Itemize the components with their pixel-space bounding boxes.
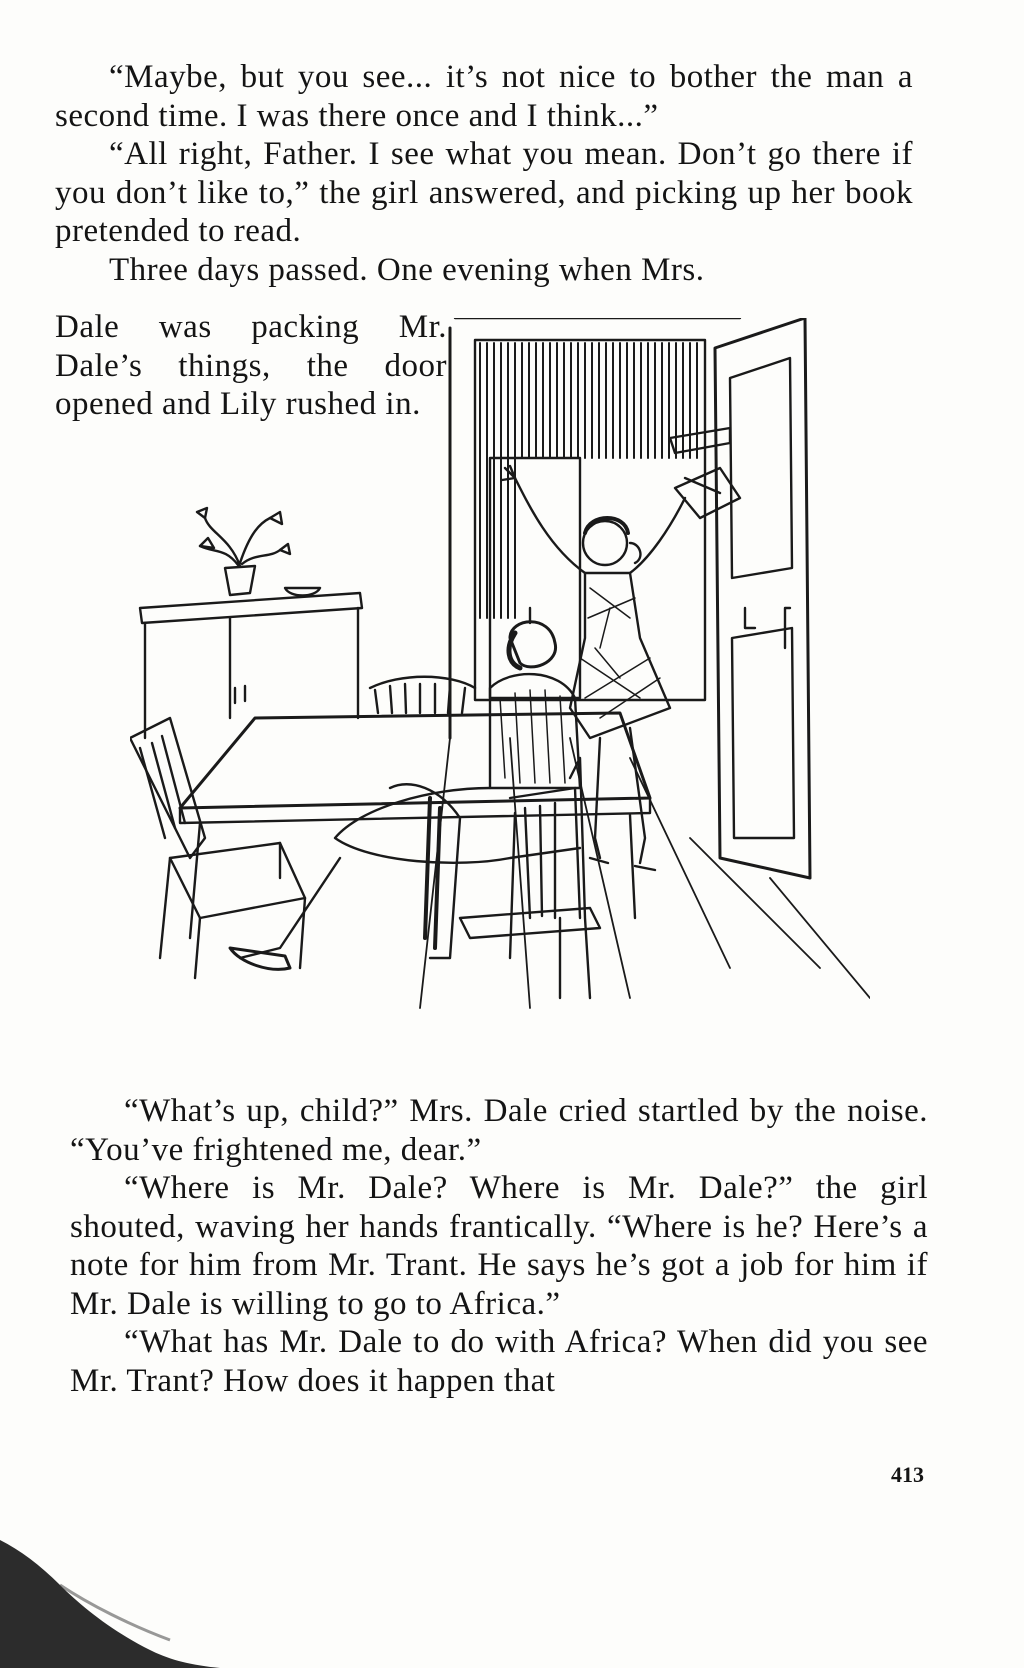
text-block-bottom [70, 1092, 928, 1400]
paragraph: “All right, Father. I see what you mean. Don’t go there if you don’t like to,” the girl answered, and picking up her book pretended to read. [55, 136, 913, 249]
paragraph: “Maybe, but you see... it’s not nice to bother the man a second time. I was there once and I think...” [55, 59, 913, 134]
scan-smudge-icon [0, 1510, 220, 1668]
text-block-top [55, 58, 913, 289]
paragraph: “What has Mr. Dale to do with Africa? When did you see Mr. Trant? How does it happen that [70, 1324, 928, 1399]
paragraph: “Where is Mr. Dale? Where is Mr. Dale?” the girl shouted, waving her hands frantically. “Where is he? Here’s a note for him from Mr. Trant. He says he’s got a job for him if Mr. Dale is willing to go to Africa.” [70, 1170, 928, 1322]
page-number: 413 [891, 1462, 924, 1487]
paragraph: “What’s up, child?” Mrs. Dale cried startled by the noise. “You’ve frightened me, dear.” [70, 1093, 928, 1168]
text-block-wrapped: Dale was packing Mr. Dale’s things, the door opened and Lily rushed in. [55, 309, 447, 422]
kitchen-scene-illustration-icon [130, 318, 870, 1058]
paragraph: Three days passed. One evening when Mrs. [109, 251, 705, 288]
